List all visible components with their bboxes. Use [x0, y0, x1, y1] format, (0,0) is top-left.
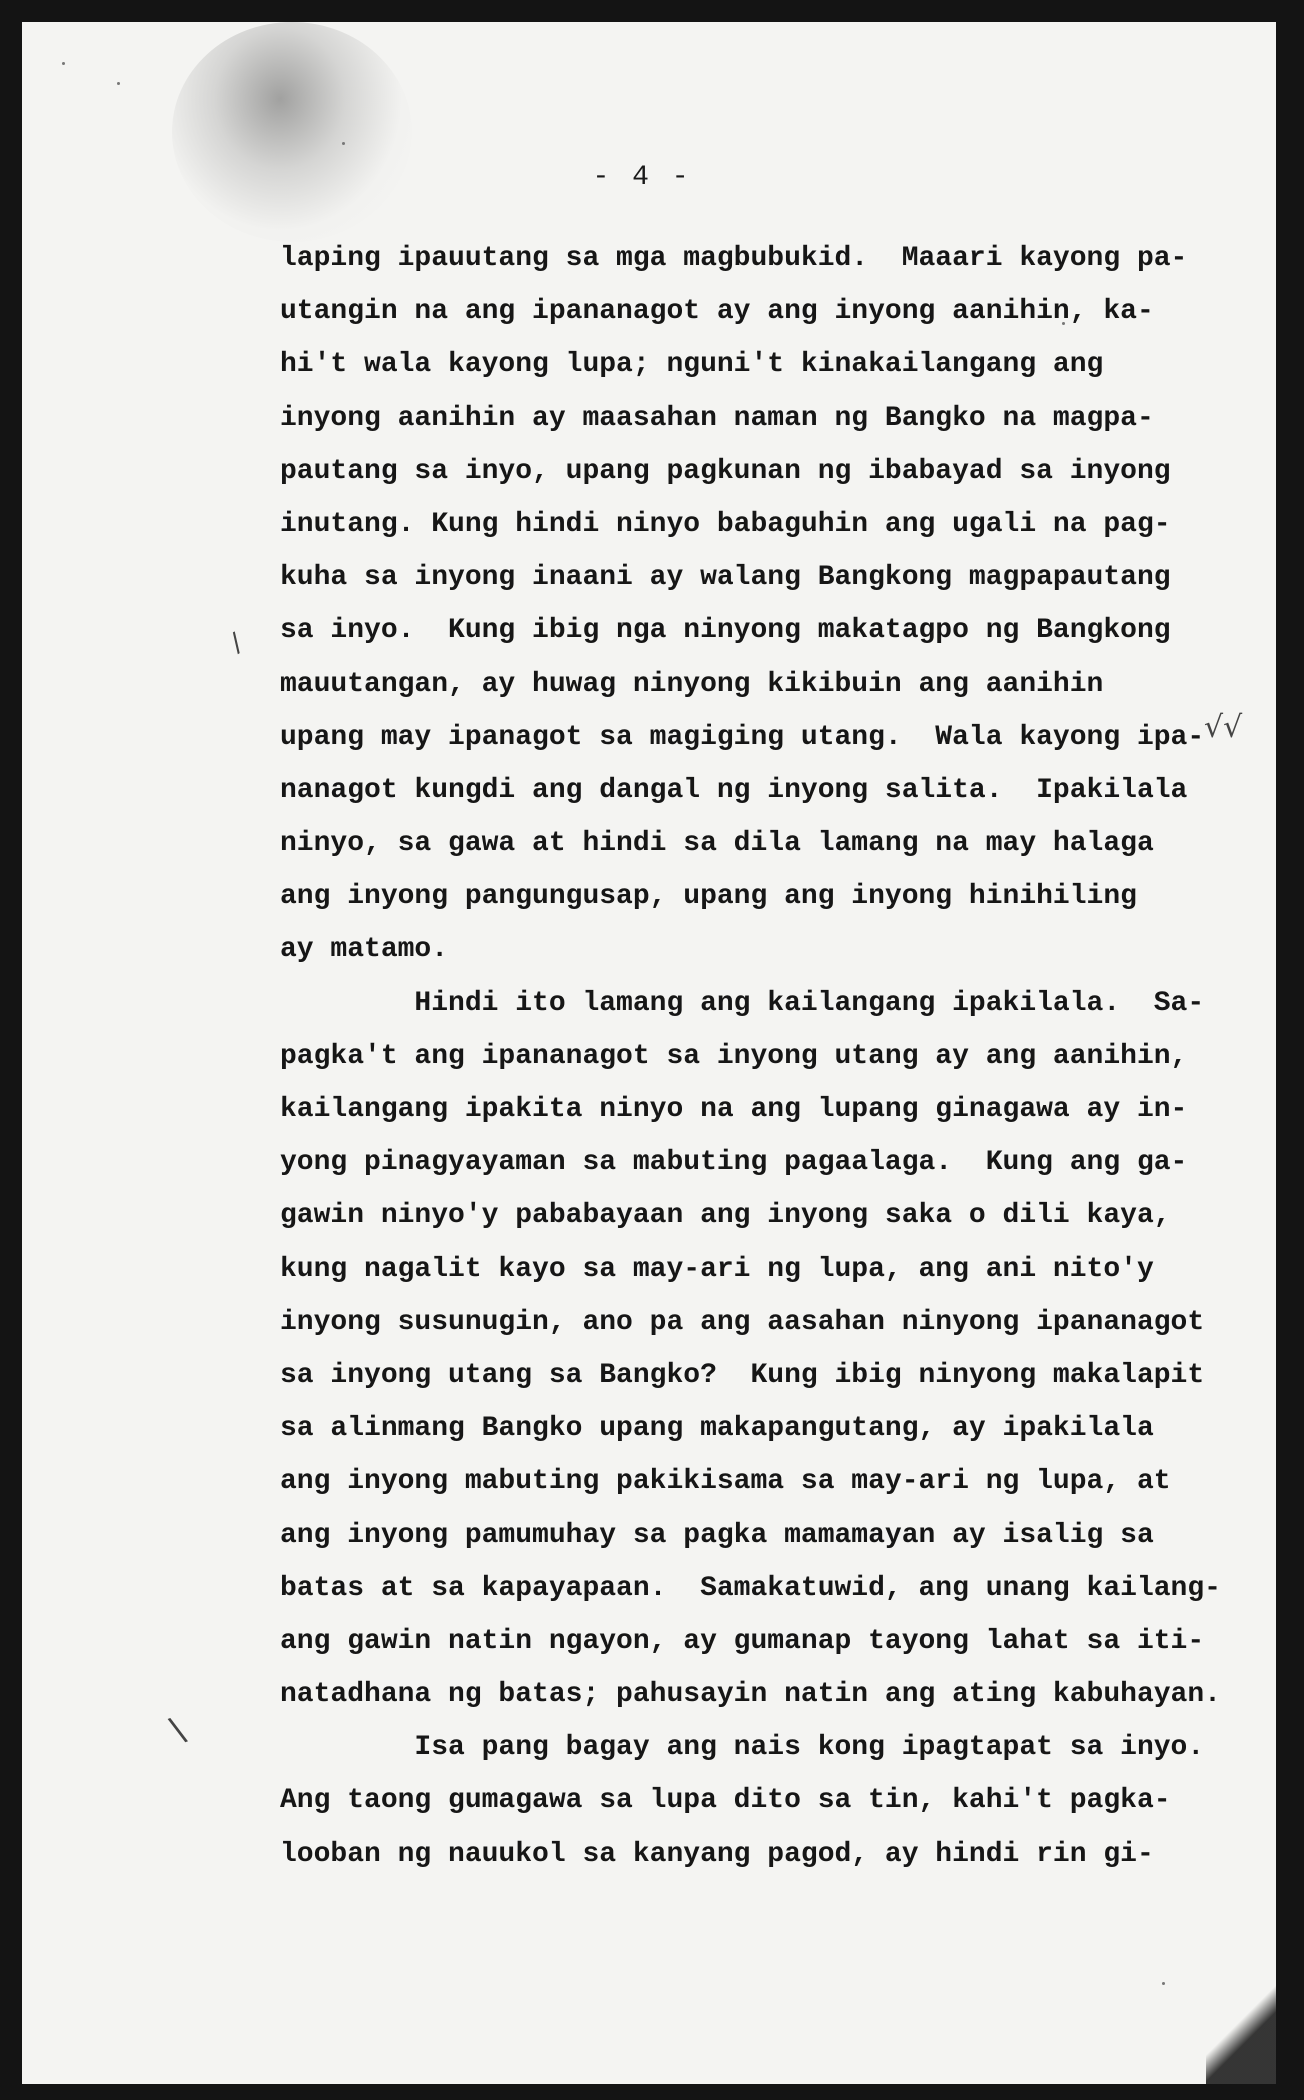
margin-check-mark: √√	[1204, 710, 1243, 745]
text-line: utangin na ang ipananagot ay ang inyong aanihin, ka-	[280, 296, 1154, 328]
text-line: ang inyong pangungusap, upang ang inyong hinihiling	[280, 881, 1137, 913]
ink-smudge	[172, 22, 412, 242]
text-line: kung nagalit kayo sa may-ari ng lupa, ang ani nito'y	[280, 1253, 1154, 1285]
text-line: kuha sa inyong inaani ay walang Bangkong magpapautang	[280, 562, 1171, 594]
text-line: Isa pang bagay ang nais kong ipagtapat sa inyo.	[280, 1732, 1205, 1764]
text-line: ang gawin natin ngayon, ay gumanap tayong lahat sa iti-	[280, 1625, 1205, 1657]
text-line: ninyo, sa gawa at hindi sa dila lamang na may halaga	[280, 828, 1154, 860]
text-line: looban ng nauukol sa kanyang pagod, ay hindi rin gi-	[280, 1838, 1154, 1870]
margin-tick-mark: /	[225, 627, 248, 659]
text-line: yong pinagyayaman sa mabuting pagaalaga. Kung ang ga-	[280, 1147, 1188, 1179]
text-line: nanagot kungdi ang dangal ng inyong salita. Ipakilala	[280, 774, 1188, 806]
text-line: ang inyong pamumuhay sa pagka mamamayan ay isalig sa	[280, 1519, 1154, 1551]
body-text	[280, 232, 1221, 1881]
text-line: ay matamo.	[280, 934, 449, 966]
text-line: batas at sa kapayapaan. Samakatuwid, ang unang kailang-	[280, 1572, 1221, 1604]
text-line: natadhana ng batas; pahusayin natin ang ating kabuhayan.	[280, 1679, 1221, 1711]
text-line: pagka't ang ipananagot sa inyong utang ay ang aanihin,	[280, 1040, 1188, 1072]
text-line: mauutangan, ay huwag ninyong kikibuin ang aanihin	[280, 668, 1104, 700]
page-number: - 4 -	[592, 162, 692, 193]
text-line: upang may ipanagot sa magiging utang. Wala kayong ipa-	[280, 721, 1205, 753]
text-line: pautang sa inyo, upang pagkunan ng ibabayad sa inyong	[280, 455, 1171, 487]
text-line: gawin ninyo'y pababayaan ang inyong saka o dili kaya,	[280, 1200, 1171, 1232]
text-line: inyong susunugin, ano pa ang aasahan ninyong ipananagot	[280, 1306, 1205, 1338]
text-line: sa inyong utang sa Bangko? Kung ibig ninyong makalapit	[280, 1359, 1205, 1391]
text-line: Hindi ito lamang ang kailangang ipakilala. Sa-	[280, 987, 1205, 1019]
text-line: hi't wala kayong lupa; nguni't kinakailangang ang	[280, 349, 1104, 381]
text-line: inyong aanihin ay maasahan naman ng Bangko na magpa-	[280, 402, 1154, 434]
paper-sheet	[22, 22, 1276, 2084]
margin-stroke-mark: \	[165, 1709, 190, 1751]
text-line: sa alinmang Bangko upang makapangutang, ay ipakilala	[280, 1413, 1154, 1445]
text-line: sa inyo. Kung ibig nga ninyong makatagpo ng Bangkong	[280, 615, 1171, 647]
text-line: laping ipauutang sa mga magbubukid. Maaari kayong pa-	[280, 243, 1188, 274]
text-line: ang inyong mabuting pakikisama sa may-ari ng lupa, at	[280, 1466, 1171, 1498]
text-line: inutang. Kung hindi ninyo babaguhin ang ugali na pag-	[280, 508, 1171, 540]
torn-corner	[1206, 1974, 1276, 2084]
text-line: Ang taong gumagawa sa lupa dito sa tin, kahi't pagka-	[280, 1785, 1171, 1817]
text-line: kailangang ipakita ninyo na ang lupang ginagawa ay in-	[280, 1094, 1188, 1125]
